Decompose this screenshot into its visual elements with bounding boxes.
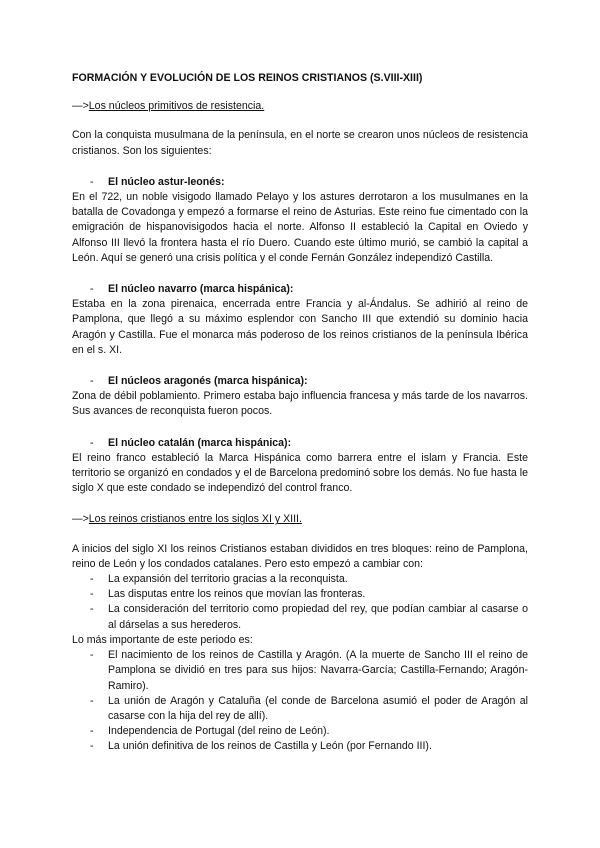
section2-intro: A inicios del siglo XI los reinos Cristianos estaban divididos en tres bloques: reino de Pamplona, reino de León y los condados catalanes. Pero esto empezó a cambiar con:	[72, 542, 528, 570]
subsection-text-aragones: Zona de débil poblamiento. Primero estaba bajo influencia francesa y más tarde de los navarros. Sus avances de reconquista fueron pocos.	[72, 390, 528, 418]
subsection-text-navarro: Estaba en la zona pirenaica, encerrada entre Francia y al-Ándalus. Se adhirió al reino de Pamplona, que llegó a su máximo esplendor con Sancho III que extendió su dominio hacia Aragón y Castilla. Fue el monarca más poderoso de los reinos cristianos de la península Ibérica en el s. XI.	[72, 298, 528, 356]
list-item-text: La expansión del territorio gracias a la reconquista.	[108, 573, 348, 586]
list-item	[72, 602, 528, 632]
subsection-heading-navarro	[72, 282, 528, 297]
bullet-dash: -	[90, 436, 94, 449]
bullet-dash: -	[90, 175, 94, 188]
changes-list	[72, 572, 528, 633]
subsection-title: El núcleo catalán (marca hispánica):	[108, 436, 292, 449]
section2-arrow: —>	[72, 513, 89, 526]
important-list	[72, 648, 528, 754]
section1-heading-text: Los núcleos primitivos de resistencia.	[88, 100, 265, 113]
list-item	[72, 739, 528, 754]
list-item-text: La consideración del territorio como propiedad del rey, que podían cambiar al casarse o al dárselas a sus herederos.	[108, 603, 528, 631]
bullet-dash: -	[90, 649, 94, 662]
list-item	[72, 724, 528, 739]
bullet-dash: -	[90, 375, 94, 388]
list-item	[72, 648, 528, 694]
subsection-title: El núcleos aragonés (marca hispánica):	[108, 375, 308, 388]
subsection-text-astur-leones: En el 722, un noble visigodo llamado Pelayo y los astures derrotaron a los musulmanes en la batalla de Covadonga y empezó a formarse el reino de Asturias. Este reino fue cimentado con la emigración de hispanovisigodos hacia el norte. Alfonso II estableció la Capital en Oviedo y Alfonso III llevó la frontera hasta el río Duero. Cuando este último murió, se cambió la capital a León. Aquí se generó una crisis política y el conde Fernán González independizó Castilla.	[72, 191, 528, 264]
subsection-title: El núcleo navarro (marca hispánica):	[108, 283, 294, 296]
section1-heading	[72, 99, 528, 114]
subsection-text-catalan: El reino franco estableció la Marca Hispánica como barrera entre el islam y Francia. Este territorio se organizó en condados y el de Barcelona predominó sobre los demás. No fue hasta le siglo X que este condado se independizó del control franco.	[72, 451, 528, 495]
list-item-text: Independencia de Portugal (del reino de León).	[108, 725, 330, 738]
section2-heading	[72, 512, 528, 527]
subsection-heading-astur-leones	[72, 175, 528, 190]
document-title: FORMACIÓN Y EVOLUCIÓN DE LOS REINOS CRISTIANOS (S.VIII-XIII)	[72, 72, 423, 84]
important-heading: Lo más importante de este periodo es:	[72, 633, 253, 646]
section1-arrow: —>	[72, 100, 89, 113]
list-item-text: La unión definitiva de los reinos de Castilla y León (por Fernando III).	[108, 740, 432, 753]
section1-intro: Con la conquista musulmana de la península, en el norte se crearon unos núcleos de resistencia cristianos. Son los siguientes:	[72, 129, 528, 157]
bullet-dash: -	[90, 573, 94, 586]
list-item-text: Las disputas entre los reinos que movían las fronteras.	[108, 588, 366, 601]
list-item-text: La unión de Aragón y Cataluña (el conde de Barcelona asumió el poder de Aragón al casarse con la hija del rey de allí).	[108, 694, 528, 722]
document-body	[72, 71, 528, 755]
list-item	[72, 572, 528, 587]
bullet-dash: -	[90, 603, 94, 616]
bullet-dash: -	[90, 283, 94, 296]
list-item	[72, 694, 528, 724]
subsection-heading-aragones	[72, 374, 528, 389]
subsection-title: El núcleo astur-leonés:	[108, 175, 225, 188]
bullet-dash: -	[90, 694, 94, 707]
list-item-text: El nacimiento de los reinos de Castilla y Aragón. (A la muerte de Sancho III el reino de Pamplona se dividió en tres para sus hijos: Navarra-García; Castilla-Fernando; Aragón-Ramiro).	[108, 649, 528, 692]
subsection-heading-catalan	[72, 436, 528, 451]
bullet-dash: -	[90, 740, 94, 753]
bullet-dash: -	[90, 588, 94, 601]
list-item	[72, 587, 528, 602]
section2-heading-text: Los reinos cristianos entre los siglos XI y XIII.	[88, 513, 302, 526]
bullet-dash: -	[90, 725, 94, 738]
